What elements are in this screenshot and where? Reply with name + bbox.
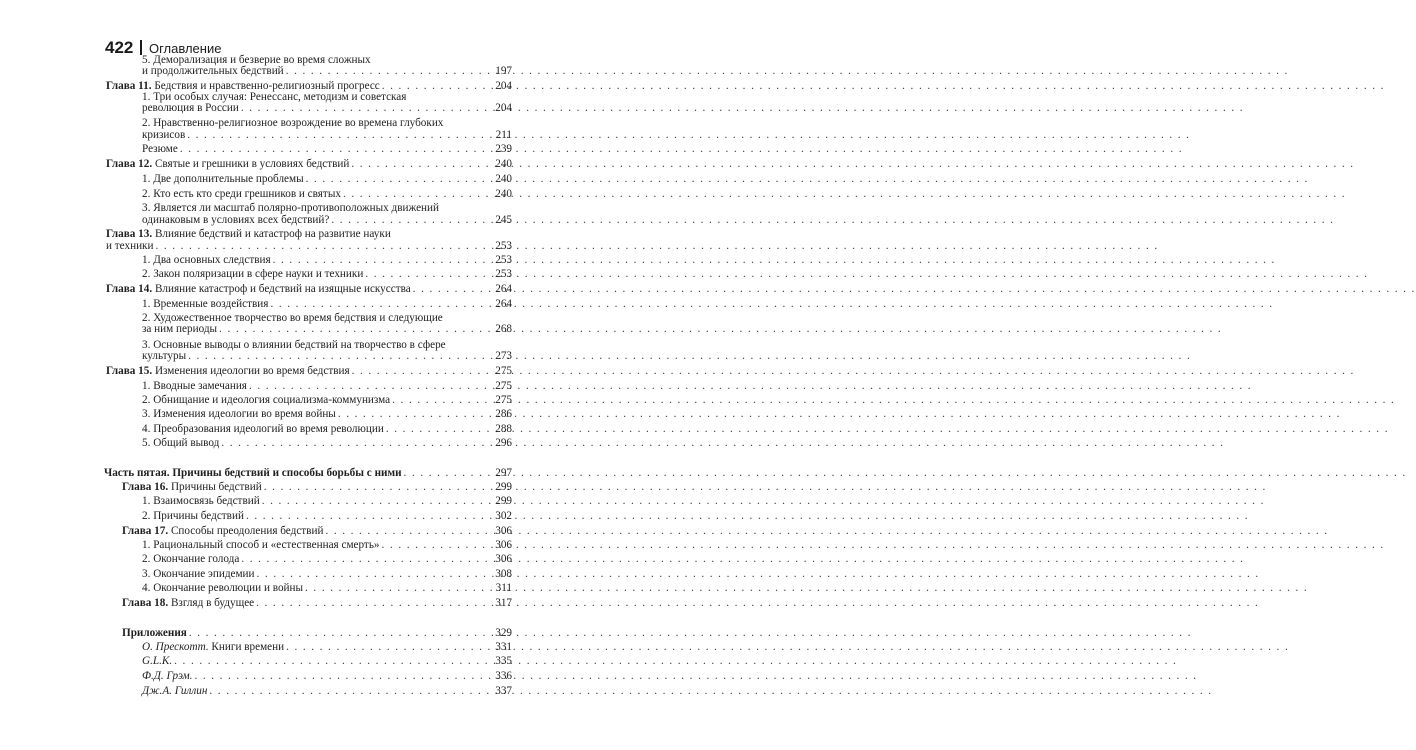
entry-title: Причины бедствий	[168, 481, 262, 493]
toc-chapter-row	[106, 283, 512, 296]
entry-title-rest: Книги времени	[208, 641, 285, 653]
page-ref: 299	[495, 495, 512, 507]
toc-entry-text	[142, 553, 239, 566]
page-ref: 311	[495, 582, 512, 594]
page-ref: 306	[495, 553, 512, 565]
page-ref: 253	[495, 254, 512, 266]
dot-leader	[174, 655, 492, 668]
toc-entry-text	[142, 394, 390, 407]
toc-row	[142, 129, 512, 142]
entry-title: 2. Нравственно-религиозное возрождение во времена глубоких	[142, 117, 444, 129]
toc-entry-text	[142, 214, 329, 227]
entry-title: Бедствия и нравственно-религиозный прогресс	[151, 80, 380, 92]
page-ref: 296	[495, 437, 512, 449]
toc-row	[142, 214, 512, 227]
entry-title: 1. Вводные замечания	[142, 380, 247, 392]
dot-leader	[331, 214, 492, 227]
page-ref: 299	[495, 481, 512, 493]
dot-leader	[413, 283, 492, 296]
page-ref: 275	[495, 365, 512, 377]
dot-leader	[180, 143, 492, 156]
entry-title: 3. Изменения идеологии во время войны	[142, 408, 336, 420]
page-ref: 317	[495, 597, 512, 609]
toc-row	[142, 437, 512, 450]
toc-part-row	[104, 467, 512, 480]
entry-title: G.L.K.	[142, 655, 173, 667]
toc-row	[142, 670, 512, 683]
entry-title: 1. Временные воздействия	[142, 298, 269, 310]
entry-title: 1. Три особых случая: Ренессанс, методизм и советская	[142, 91, 407, 103]
toc-row	[142, 408, 512, 421]
page-ref: 253	[495, 268, 512, 280]
toc-entry-text	[142, 408, 336, 421]
toc-entry-text	[142, 423, 384, 436]
dot-leader	[221, 437, 492, 450]
toc-row	[142, 582, 512, 595]
entry-title: кризисов	[142, 129, 186, 141]
toc-entry-text	[142, 510, 244, 523]
dot-leader	[256, 597, 492, 610]
entry-title: 2. Закон поляризации в сфере науки и техники	[142, 268, 364, 280]
toc-entry-text	[142, 143, 178, 156]
toc-row	[142, 350, 512, 363]
page-ref: 306	[495, 539, 512, 551]
dot-leader	[343, 188, 492, 201]
dot-leader	[286, 641, 492, 654]
entry-title: 2. Кто есть кто среди грешников и святых	[142, 188, 341, 200]
toc-entry-text	[142, 102, 239, 115]
page-ref: 273	[495, 350, 512, 362]
entry-title: 2. Окончание голода	[142, 553, 240, 565]
toc-entry-text	[142, 323, 217, 336]
chapter-label: Глава 17.	[122, 525, 169, 537]
toc-entry-text	[142, 65, 284, 78]
dot-leader	[305, 582, 492, 595]
entry-title: 2. Художественное творчество во время бедствия и следующие	[142, 312, 443, 324]
dot-leader	[188, 350, 492, 363]
toc-row	[142, 102, 512, 115]
dot-leader	[241, 102, 492, 115]
toc-row	[142, 188, 512, 201]
entry-title: и техники	[106, 240, 154, 252]
toc-row	[142, 254, 512, 267]
toc-entry-text	[142, 685, 207, 698]
toc-entry-text	[142, 568, 255, 581]
toc-entry-text	[142, 655, 172, 668]
chapter-label: Глава 16.	[122, 481, 169, 493]
page-ref: 331	[495, 641, 512, 653]
toc-row	[142, 65, 512, 78]
toc-entry-text	[122, 597, 254, 610]
dot-leader	[209, 685, 492, 698]
dot-leader	[246, 510, 492, 523]
entry-title: Способы преодоления бедствий	[168, 525, 324, 537]
page-ref: 288	[495, 423, 512, 435]
table-of-contents	[0, 0, 600, 750]
entry-title: 2. Обнищание и идеология социализма-коммунизма	[142, 394, 391, 406]
toc-row	[142, 568, 512, 581]
toc-entry-text	[142, 173, 304, 186]
toc-entry-text	[142, 495, 260, 508]
entry-title: Влияние бедствий и катастроф на развитие науки	[152, 228, 391, 240]
dot-leader	[351, 158, 492, 171]
entry-title: 3. Основные выводы о влиянии бедствий на творчество в сфере	[142, 339, 446, 351]
toc-entry-text	[122, 627, 187, 640]
toc-entry-text	[142, 641, 284, 654]
toc-row	[142, 323, 512, 336]
entry-title: 3. Является ли масштаб полярно-противоположных движений	[142, 202, 439, 214]
toc-entry-text	[106, 240, 153, 253]
page-ref: 264	[495, 298, 512, 310]
page-ref: 240	[495, 158, 512, 170]
toc-entry-text	[142, 298, 268, 311]
page-ref: 275	[495, 394, 512, 406]
entry-title: за ним периоды	[142, 323, 218, 335]
page-ref: 286	[495, 408, 512, 420]
toc-row	[142, 539, 512, 552]
toc-entry-text	[142, 539, 380, 552]
toc-entry-text	[122, 481, 262, 494]
toc-entry-text	[106, 283, 411, 296]
entry-title: 1. Две дополнительные проблемы	[142, 173, 304, 185]
toc-entry-text	[104, 467, 402, 480]
toc-row	[142, 298, 512, 311]
chapter-label: Глава 13.	[106, 228, 153, 240]
entry-title: 2. Причины бедствий	[142, 510, 244, 522]
toc-entry-text	[142, 437, 219, 450]
toc-row	[142, 268, 512, 281]
page-ref: 268	[495, 323, 512, 335]
toc-entry-text	[142, 380, 247, 393]
entry-title: 1. Рациональный способ и «естественная смерть»	[142, 539, 380, 551]
page-number: 422	[105, 38, 134, 57]
entry-title: 4. Преобразования идеологий во время революции	[142, 423, 384, 435]
entry-title: 3. Окончание эпидемии	[142, 568, 255, 580]
toc-chapter-row	[106, 158, 512, 171]
dot-leader	[264, 481, 492, 494]
dot-leader	[219, 323, 492, 336]
page-ref: 306	[495, 525, 512, 537]
dot-leader	[249, 380, 492, 393]
dot-leader	[187, 129, 492, 142]
entry-title: Дж.А. Гиллин	[142, 685, 208, 697]
toc-entry-text	[142, 670, 192, 683]
dot-leader	[155, 240, 492, 253]
dot-leader	[325, 525, 492, 538]
page-ref: 308	[495, 568, 512, 580]
dot-leader	[273, 254, 492, 267]
entry-title: культуры	[142, 350, 187, 362]
dot-leader	[286, 65, 492, 78]
dot-leader	[241, 553, 492, 566]
page-ref: 204	[495, 80, 512, 92]
toc-row	[142, 685, 512, 698]
page-ref: 302	[495, 510, 512, 522]
toc-entry-text	[142, 350, 186, 363]
page-ref: 239	[495, 143, 512, 155]
toc-chapter-row	[106, 365, 512, 378]
entry-title: одинаковым в условиях всех бедствий?	[142, 214, 330, 226]
entry-title: Взгляд в будущее	[168, 597, 255, 609]
page-ref: 245	[495, 214, 512, 226]
page-ref: 337	[495, 685, 512, 697]
entry-title: Ф.Д. Грэм.	[142, 670, 193, 682]
running-title: Оглавление	[148, 41, 222, 56]
toc-chapter-row	[122, 481, 512, 494]
page-ref: 329	[495, 627, 512, 639]
dot-leader	[257, 568, 492, 581]
dot-leader	[404, 467, 492, 480]
toc-row	[142, 510, 512, 523]
toc-row	[142, 641, 512, 654]
toc-row	[142, 380, 512, 393]
page-ref: 204	[495, 102, 512, 114]
toc-entry-text	[142, 268, 363, 281]
toc-entry-text	[122, 525, 323, 538]
entry-title: Влияние катастроф и бедствий на изящные искусства	[152, 283, 411, 295]
page-ref: 253	[495, 240, 512, 252]
entry-title: Часть пятая. Причины бедствий и способы борьбы с ними	[104, 467, 402, 479]
page-ref: 197	[495, 65, 512, 77]
toc-row	[142, 553, 512, 566]
chapter-label: Глава 15.	[106, 365, 153, 377]
dot-leader	[262, 495, 492, 508]
dot-leader	[392, 394, 492, 407]
toc-entry-text	[106, 158, 349, 171]
chapter-label: Глава 18.	[122, 597, 169, 609]
chapter-label: Глава 12.	[106, 158, 153, 170]
toc-row	[142, 655, 512, 668]
entry-title: 1. Два основных следствия	[142, 254, 271, 266]
dot-leader	[270, 298, 492, 311]
dot-leader	[306, 173, 492, 186]
page-ref: 335	[495, 655, 512, 667]
toc-entry-text	[142, 254, 271, 267]
entry-title: 5. Деморализация и безверие во время сложных	[142, 54, 371, 66]
toc-entry-text	[142, 188, 341, 201]
entry-title: 5. Общий вывод	[142, 437, 220, 449]
entry-title: 4. Окончание революции и войны	[142, 582, 304, 594]
page-ref: 336	[495, 670, 512, 682]
page-ref: 211	[495, 129, 512, 141]
page-ref: 275	[495, 380, 512, 392]
dot-leader	[386, 423, 492, 436]
entry-title: О. Прескотт.	[142, 641, 209, 653]
toc-row	[142, 394, 512, 407]
chapter-label: Глава 11.	[106, 80, 152, 92]
toc-entry-text	[142, 582, 303, 595]
entry-title: Резюме	[142, 143, 178, 155]
page-ref: 297	[495, 467, 512, 479]
entry-title: Приложения	[122, 627, 187, 639]
dot-leader	[194, 670, 492, 683]
dot-leader	[338, 408, 492, 421]
toc-row	[122, 627, 512, 640]
entry-title: революция в России	[142, 102, 239, 114]
toc-row	[142, 423, 512, 436]
chapter-label: Глава 14.	[106, 283, 153, 295]
page-ref: 240	[495, 173, 512, 185]
entry-title: 1. Взаимосвязь бедствий	[142, 495, 260, 507]
toc-row	[142, 495, 512, 508]
toc-entry-text	[142, 129, 185, 142]
toc-entry-text	[106, 365, 350, 378]
toc-row	[142, 173, 512, 186]
dot-leader	[365, 268, 492, 281]
toc-chapter-row	[122, 597, 512, 610]
toc-row	[142, 143, 512, 156]
page-ref: 240	[495, 188, 512, 200]
dot-leader	[189, 627, 492, 640]
page-ref: 264	[495, 283, 512, 295]
entry-title: Изменения идеологии во время бедствия	[152, 365, 350, 377]
toc-row	[106, 240, 512, 253]
entry-title: и продолжительных бедствий	[142, 65, 284, 77]
toc-chapter-row	[122, 525, 512, 538]
entry-title: Святые и грешники в условиях бедствий	[152, 158, 350, 170]
dot-leader	[382, 539, 492, 552]
dot-leader	[352, 365, 492, 378]
